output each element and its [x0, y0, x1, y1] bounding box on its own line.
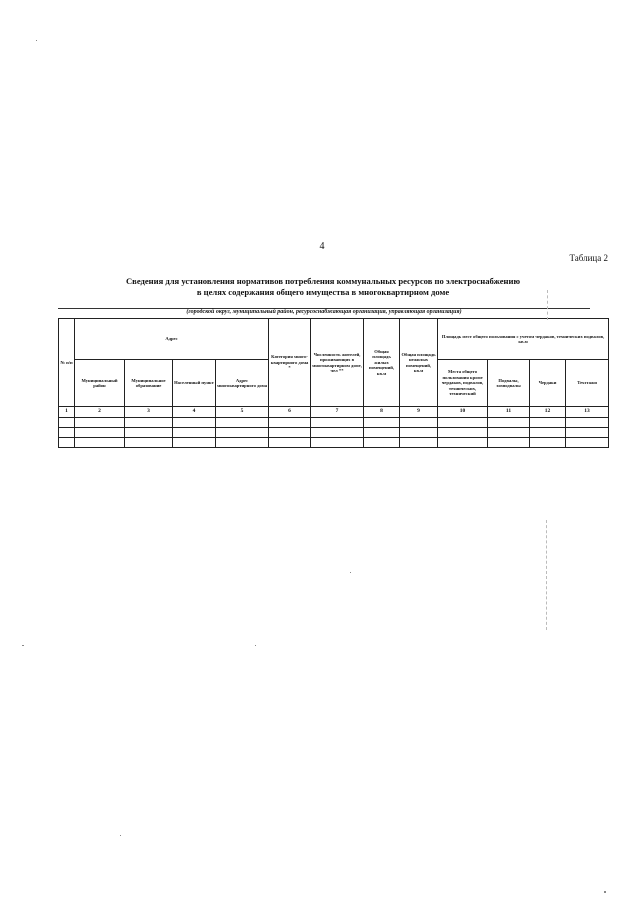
header-locality: Населенный пункт	[173, 360, 216, 407]
table-cell	[59, 428, 75, 438]
table-cell	[216, 418, 269, 428]
table-cell	[530, 428, 566, 438]
table-cell	[75, 438, 125, 448]
header-address-group: Адрес	[75, 319, 269, 360]
table-cell	[566, 428, 609, 438]
column-number: 13	[566, 407, 609, 418]
header-category: Категория много-квартирного дома *	[269, 319, 311, 407]
table-cell	[269, 438, 311, 448]
title-line-2: в целях содержания общего имущества в многоквартирном доме	[196, 286, 450, 297]
table-row	[59, 418, 609, 428]
table-cell	[488, 418, 530, 428]
table-cell	[400, 418, 438, 428]
table-row	[59, 428, 609, 438]
header-row-1	[59, 319, 609, 360]
table-cell	[311, 418, 364, 428]
column-number: 3	[125, 407, 173, 418]
column-number: 4	[173, 407, 216, 418]
column-number: 1	[59, 407, 75, 418]
table-cell	[566, 438, 609, 448]
scan-artifact	[255, 645, 256, 646]
table-cell	[566, 418, 609, 428]
column-number: 2	[75, 407, 125, 418]
table-cell	[400, 438, 438, 448]
header-nonliving-area: Общая площадь нежилых помещений, кв.м	[400, 319, 438, 407]
table-cell	[311, 428, 364, 438]
table-cell	[173, 418, 216, 428]
column-numbers-row	[59, 407, 609, 418]
table-label: Таблица 2	[569, 253, 608, 263]
document-title	[100, 276, 546, 297]
subtitle-caption: (городской округ, муниципальный район, ресурсоснабжающая организация, управляющая организация)	[186, 309, 462, 315]
table-cell	[311, 438, 364, 448]
table-cell	[438, 438, 488, 448]
header-living-area: Общая площадь жилых помещений, кв.м	[364, 319, 400, 407]
header-basements: Подвалы, хозподвалы	[488, 360, 530, 407]
table-cell	[75, 418, 125, 428]
table-cell	[173, 428, 216, 438]
scan-artifact	[36, 40, 37, 41]
table-cell	[75, 428, 125, 438]
column-number: 12	[530, 407, 566, 418]
table-cell	[125, 428, 173, 438]
header-tech-floors: Техэтажи	[566, 360, 609, 407]
column-number: 9	[400, 407, 438, 418]
table-cell	[438, 428, 488, 438]
scan-artifact	[350, 572, 351, 573]
table-cell	[530, 418, 566, 428]
header-residents: Численность жителей, проживающих в многоквартирном доме, чел **	[311, 319, 364, 407]
column-number: 5	[216, 407, 269, 418]
header-common-area-group: Площадь мест общего пользования с учетом чердаков, технических подвалов, кв.м	[438, 319, 609, 360]
table-cell	[488, 438, 530, 448]
column-number: 6	[269, 407, 311, 418]
scan-artifact	[120, 835, 121, 836]
scan-artifact	[546, 520, 547, 630]
header-no: № п/п	[59, 319, 75, 407]
column-number: 11	[488, 407, 530, 418]
table-cell	[364, 418, 400, 428]
table-cell	[364, 428, 400, 438]
table-cell	[125, 438, 173, 448]
table-cell	[173, 438, 216, 448]
table-cell	[269, 418, 311, 428]
page-number: 4	[319, 241, 325, 252]
data-table	[58, 318, 609, 448]
header-district: Муниципальный район	[75, 360, 125, 407]
table-cell	[364, 438, 400, 448]
header-common-places: Места общего пользования кроме чердаков, подвалов, технических, технический	[438, 360, 488, 407]
table-cell	[59, 418, 75, 428]
scan-artifact	[547, 290, 548, 320]
table-cell	[530, 438, 566, 448]
table-cell	[269, 428, 311, 438]
table-cell	[488, 428, 530, 438]
column-number: 8	[364, 407, 400, 418]
header-building-address: Адрес многоквартирного дома	[216, 360, 269, 407]
table-cell	[216, 428, 269, 438]
table-cell	[216, 438, 269, 448]
header-municipality: Муниципальное образование	[125, 360, 173, 407]
title-line-1: Сведения для установления нормативов потребления коммунальных ресурсов по электроснабжению	[125, 276, 521, 286]
table-row	[59, 438, 609, 448]
table-cell	[59, 438, 75, 448]
scan-artifact	[22, 645, 24, 646]
table-cell	[125, 418, 173, 428]
table-cell	[438, 418, 488, 428]
column-number: 7	[311, 407, 364, 418]
scan-artifact	[604, 891, 606, 893]
table-cell	[400, 428, 438, 438]
header-attics: Чердаки	[530, 360, 566, 407]
column-number: 10	[438, 407, 488, 418]
